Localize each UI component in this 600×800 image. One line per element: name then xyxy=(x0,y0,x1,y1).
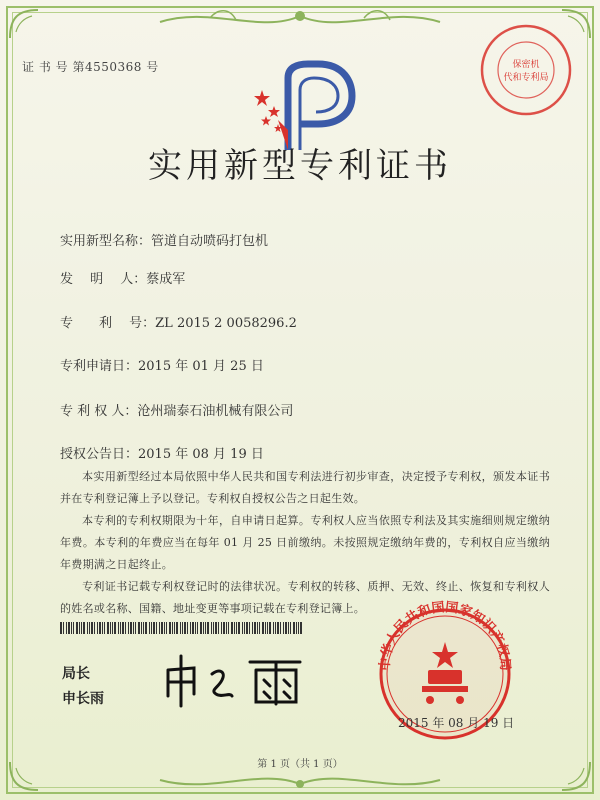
signature-icon xyxy=(160,652,310,708)
certificate-number: 证 书 号 第4550368 号 xyxy=(22,60,159,74)
field-patentee xyxy=(60,400,293,419)
stamp-inner-line1: 保密机 xyxy=(512,60,540,70)
field-label: 发 明 人： xyxy=(60,272,147,287)
body-paragraph: 本实用新型经过本局依照中华人民共和国专利法进行初步审查，决定授予专利权，颁发本证书并在专利登记簿上予以登记。专利权自授权公告之日起生效。 xyxy=(60,470,550,505)
field-label: 专 利 号： xyxy=(60,316,156,331)
field-value: 蔡成军 xyxy=(146,272,186,287)
field-inventor xyxy=(60,268,185,287)
certificate-body xyxy=(60,466,550,620)
field-value: ZL 2015 2 0058296.2 xyxy=(155,316,297,331)
seal-text: 中华人民共和国国家知识产权局 xyxy=(377,600,513,672)
field-utility-model-name xyxy=(60,230,268,249)
body-paragraph: 本专利的专利权期限为十年，自申请日起算。专利权人应当依照专利法及其实施细则规定缴纳年费。本专利的年费应当在每年 01 月 25 日前缴纳。未按照规定缴纳年费的，专利权自应当缴纳年费期满之日起终止。 xyxy=(60,514,550,571)
barcode-icon xyxy=(60,622,305,634)
corner-ornament-icon xyxy=(6,6,42,42)
top-ornament-icon xyxy=(150,4,450,34)
director-name: 申长雨 xyxy=(62,691,104,707)
bottom-ornament-icon xyxy=(150,770,450,796)
page-number: 第 1 页（共 1 页） xyxy=(257,759,343,770)
certificate-title: 实用新型专利证书 xyxy=(148,146,452,186)
body-paragraph: 专利证书记载专利权登记时的法律状况。专利权的转移、质押、无效、终止、恢复和专利权人的姓名或名称、国籍、地址变更等事项记载在专利登记簿上。 xyxy=(60,580,550,615)
field-label: 专利申请日： xyxy=(60,359,139,374)
director-title: 局长 xyxy=(62,666,90,682)
field-value: 2015 年 08 月 19 日 xyxy=(138,447,264,462)
field-grant-date xyxy=(60,443,264,462)
stamp-inner-line2: 代和专利局 xyxy=(503,73,549,83)
agency-stamp-icon xyxy=(476,20,576,120)
field-value: 管道自动喷码打包机 xyxy=(151,234,269,249)
field-label: 授权公告日： xyxy=(60,447,139,462)
field-label: 专 利 权 人： xyxy=(60,404,138,419)
field-application-date xyxy=(60,355,264,374)
field-value: 2015 年 01 月 25 日 xyxy=(138,359,264,374)
seal-date: 2015 年 08 月 19 日 xyxy=(398,716,515,730)
field-value: 沧州瑞泰石油机械有限公司 xyxy=(137,404,294,419)
field-label: 实用新型名称： xyxy=(60,234,152,249)
field-patent-number xyxy=(60,312,297,331)
